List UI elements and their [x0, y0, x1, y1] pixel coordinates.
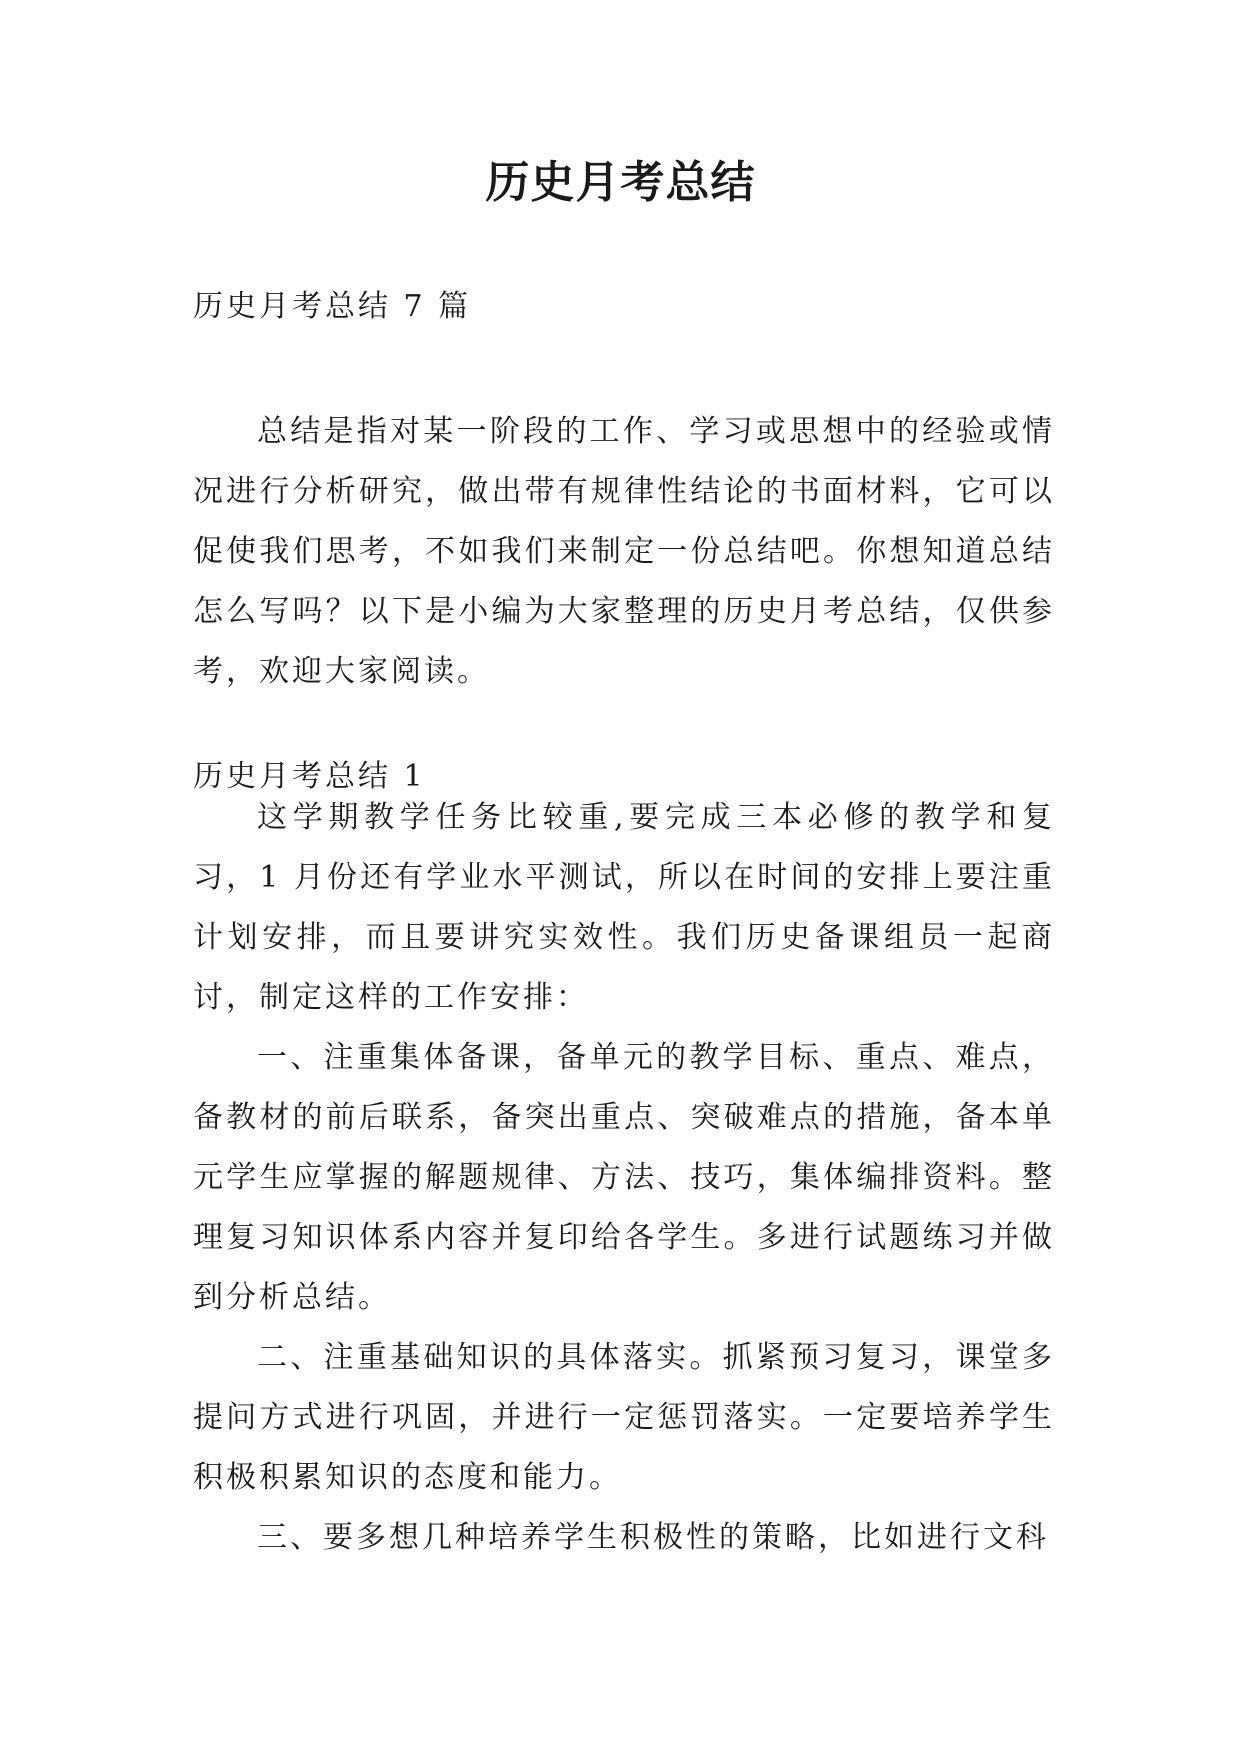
section-heading: 历史月考总结 1 [193, 759, 426, 794]
paragraph: 二、注重基础知识的具体落实。抓紧预习复习，课堂多提问方式进行巩固，并进行一定惩罚落实。一定要培养学生积极积累知识的态度和能力。 [193, 1340, 1055, 1495]
paragraph: 这学期教学任务比较重,要完成三本必修的教学和复习，1 月份还有学业水平测试，所以在时间的安排上要注重计划安排，而且要讲究实效性。我们历史备课组员一起商讨，制定这样的工作安排： [193, 800, 1055, 1015]
paragraph: 三、要多想几种培养学生积极性的策略，比如进行文科 [257, 1520, 1049, 1555]
section-body [193, 788, 1055, 1568]
document-subtitle: 历史月考总结 7 篇 [193, 289, 472, 324]
page-title: 历史月考总结 [485, 157, 756, 208]
intro-paragraph: 总结是指对某一阶段的工作、学习或思想中的经验或情况进行分析研究，做出带有规律性结论的书面材料，它可以促使我们思考，不如我们来制定一份总结吧。你想知道总结怎么写吗？以下是小编为大家整理的历史月考总结，仅供参考，欢迎大家阅读。 [193, 414, 1055, 689]
paragraph: 一、注重集体备课，备单元的教学目标、重点、难点，备教材的前后联系，备突出重点、突破难点的措施，备本单元学生应掌握的解题规律、方法、技巧，集体编排资料。整理复习知识体系内容并复印给各学生。多进行试题练习并做到分析总结。 [193, 1040, 1055, 1315]
